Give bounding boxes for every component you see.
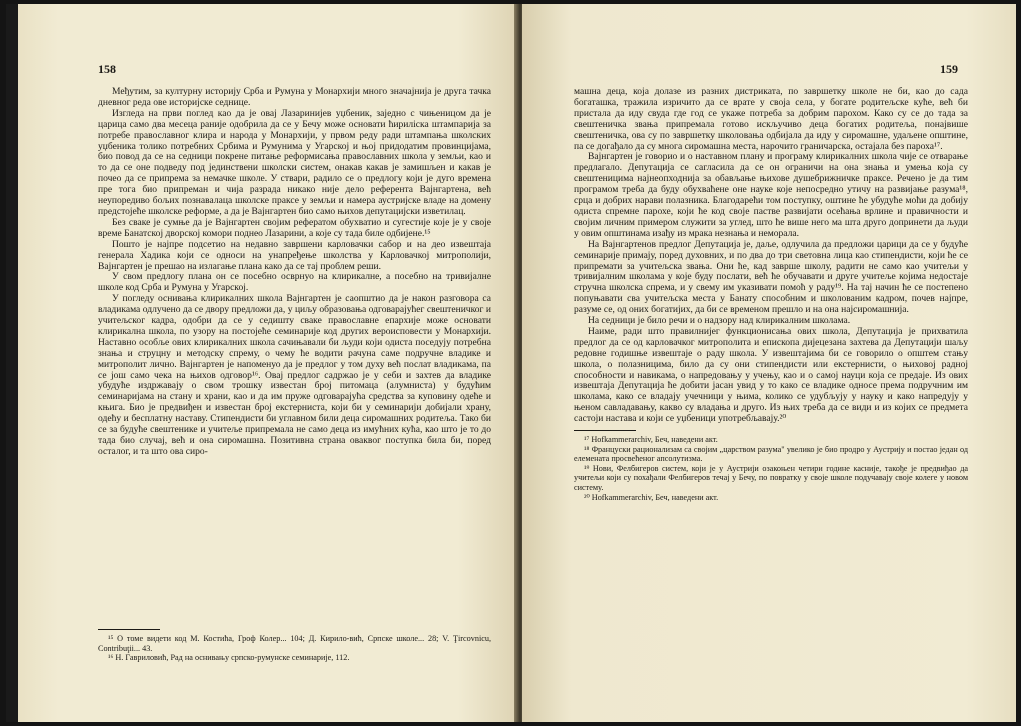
page-number-right: 159	[940, 62, 958, 76]
left-page-body	[98, 87, 491, 458]
left-page	[18, 4, 518, 722]
left-footnotes	[98, 624, 491, 663]
footnote-rule	[98, 629, 160, 630]
footnote: ²⁰ Hofkammerarchiv, Беч, наведени акт.	[584, 492, 719, 502]
book-spread	[6, 4, 1016, 722]
paragraph: Изгледа на први поглед као да је овај Лазаринијев уџбеник, заједно с чињеницом да је царица само два месеца раније одобрила да се у Бечу може основати ћириліска штампарија за потребе православног клира и народа у Монархији, у првом реду ради штампања школских уџбеника толико потребних Србима и Румунима у Угарској и њој придодатим провинцијама, био повод да се на седници покрене питање реформисања православних школа у земљи, као и то да се оне подведу под јединствени школски систем, онакав какав је замишљен и какав је почео да се припрема за немачке школе. У ствари, радило се о предлогу који је дуго времена пре тога био припреман и чија разрада никако није дело референта Вајнгартена, већ неупоредиво бољих познавалаца школске праксе у земљи и намера аустријске владе на домену предстојеће школске реформе, а да је Вајнгартен био само њихов депутацијски изветилац.	[98, 107, 491, 217]
footnote: ¹⁵ О томе видети код М. Костића, Гроф Колер... 104; Д. Кирило-вић, Српске школе... 28; V. Ţircovnicu, Contribuţii... 43.	[98, 634, 491, 653]
right-page-body	[574, 87, 968, 502]
footnote-rule	[574, 430, 636, 431]
paragraph: Међутим, за културну историју Срба и Румуна у Монархији много значајнија је друга тачка дневног реда ове историјске седнице.	[98, 86, 491, 108]
paragraph: На Вајнгартенов предлог Депутација је, даље, одлучила да предложи царици да се у будуће семинарије примају, поред духовних, и по два до три световна лица као стипендисти, који ће се припремати за учитељска звања. Они ће, кад заврше школу, радити не само као учитељи у тривијалним школама у које буду послати, већ ће обучавати и друге учитеље којима недостаје стручна школска спрема, и у свему им указивати помоћ у раду¹⁹. На тај начин ће се постепено попуњавати сва учитељска места у Банату способним и школованим кадром, почев најпре, разуме се, од оних богатијих, да би се временом прешло и на она најсиромашнија.	[574, 238, 968, 316]
footnote: ¹⁶ Н. Гавриловић, Рад на оснивању српско-румунске семинарије, 112.	[108, 653, 350, 663]
paragraph: Без сваке је сумње да је Вајнгартен својим рефератом обухватио и сугестије које је у своје време Банатској дворској комори поднео Лазарини, а које су тада биле одбијене.¹⁵	[98, 216, 491, 239]
right-page	[522, 4, 1016, 722]
footnote: ¹⁷ Hofkammerarchiv, Беч, наведени акт.	[584, 435, 718, 445]
footnote: ¹⁸ Француски рационализам са својим „царством разума" увелико је био продро у Аустрију и постао један од елемената просвећеног апсолутизма.	[574, 444, 968, 464]
paragraph: На седници је било речи и о надзору над клирикалним школама.	[588, 315, 851, 327]
paragraph: У погледу оснивања клирикалних школа Вајнгартен је саопштио да је након разговора са владикама одлучено да се двору предложи да, у циљу образовања одговарајућег свештеничког и учитељског кадра, одобри да се у седишту сваке православне епархије може основати клирикална школа, по узору на постојеће семинарије код других вероисповести у Монархији. Наставно особље ових клирикалних школа сачињавали би људи који одиста поседују потребна знања и струцну и методску спрему, о чему ће водити рачуна саме подручне владике и митрополит лично. Вајнгартен је напоменуо да је предлог у том духу већ послат владикама, па се још само чека на њихов одговор¹⁶. Овај предлог садржао је у себи и захтев да владике убудуће издржавају о свом трошку известан број питомаца (алумниста) у будућим семинаријама на стану и храни, као и да им пруже одговарајућа средства за куповину одеће и књига. Био је предвиђен и известан број екстерниста, који би у семинарији добијали храну, одећу и бесплатну наставу. Стипендисти би углавном били деца сиромашних родитеља. Тако би се за будуће свештенике и учитеље припремала не само деца из имућних кућа, као што је то до тада био случај, већ и она сиромашна. Позитивна страна оваквог поступка била би, поред осталог, и та што ова сиро-	[98, 293, 491, 457]
paragraph: Вајнгартен је говорио и о наставном плану и програму клирикалних школа чије се отварање предлагало. Депутација се сагласила да се он ограничи на она знања и умења која су свештеницима најнеопходнија за обављање њихове душебрижничке праксе. Речено је да тим програмом треба да буду обухваћене оне науке које непосредно утичу на развијање разума¹⁸, срца и добрих нарави полазника. Благодарећи том поступку, оштине ће убудуће моћи да добију одиста спремне парохе, који ће код своје пастве развијати осећања врлине и правичности и својим личним примером служити за углед, што ће више него ма шта друго допринети да људи у овим општинама изађу из мрака незнања и неморала.	[574, 151, 968, 239]
paragraph: Пошто је најпре подсетио на недавно завршени карловачки сабор и на део извештаја генерала Хадика који се односи на унапређење школства у Карловачкој митрополији, Вајнгартен је прешао на излагање плана како да се тај проблем реши.	[98, 238, 491, 272]
page-number-left: 158	[98, 62, 116, 76]
right-footnotes	[574, 435, 968, 502]
paragraph: Наиме, ради што правилнијег функционисања ових школа, Депутација је прихватила предлог да се од карловачког митрополита и епископа дијецезана захтева да Депутацији шаљу редовне годишње извештаје о раду школа. У извештајима би се говорило о општем стању школа, о полазницима, било да су они стипендисти или екстернисти, о њиховој радној способности и навикама, о напредовању у учењу, као и о самој науци која се предаје. Из ових извештаја Депутација ће добити јасан увид у то како се владике односе према подручним им школама, како се владају учечници у њима, колико се удубљују у науку и како напредују у њеном савладавању, какво су владања и друго. Из њих треба да се види и из којих се предмета састоји настава и који се уџбеници употребљавају.²⁰	[574, 325, 968, 425]
footnote: ¹⁹ Нови, Фелбигеров систем, који је у Аустрији озакоњен четири године касније, такође је предвиђао да учитељи који су похађали Фелбигеров течај у Бечу, по повратку у своје школе подучавају своје колеге у новом систему.	[574, 463, 968, 493]
paragraph: машна деца, која долазе из разних дистриката, по завршетку школе не би, као до сада богаташка, тражила изричито да се врате у своја села, у богате родитељске куће, већ би пристала да иду свуда где год се укаже потреба за добрим парохом. Како су се до тада за свештеничка звања припремала готово искључиво деца богатих родитеља, понајвише свештеничка, ова су по завршетку школовања одбијала да иду у сиромашне, удаљене општине, па се догађало да су многа сиромашна места, нарочито граничарска, остајала без пароха¹⁷.	[574, 86, 968, 152]
paragraph: У свом предлогу плана он се посебно осврнуо на клирикалне, а посебно на тривијалне школе код Срба и Румуна у Угарској.	[98, 271, 491, 294]
